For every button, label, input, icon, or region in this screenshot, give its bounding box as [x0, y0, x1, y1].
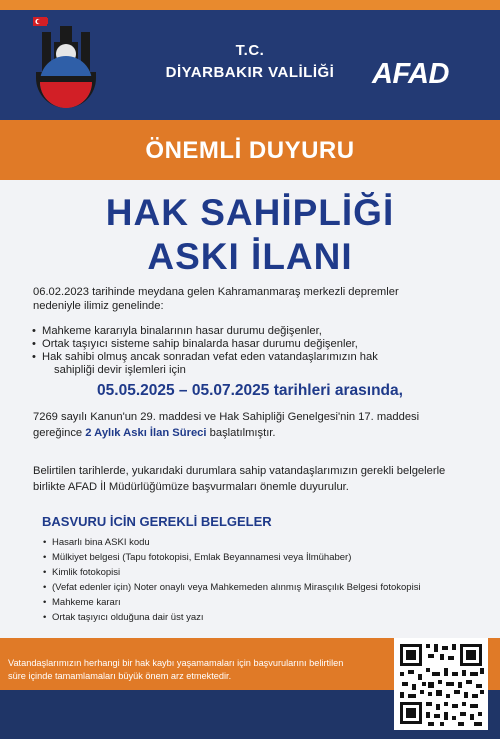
- document-item: • Mülkiyet belgesi (Tapu fotokopisi, Emlak Beyannamesi veya İlmühaber): [52, 552, 351, 564]
- qr-code-frame[interactable]: [394, 638, 488, 730]
- date-range: 05.05.2025 – 05.07.2025 tarihleri arasında,: [97, 382, 403, 399]
- document-item: • (Vefat edenler için) Noter onaylı veya Mahkemeden alınmış Mirasçılık Belgesi fotokopisi: [52, 582, 421, 594]
- qr-code-icon[interactable]: [394, 638, 488, 730]
- afad-logo: AFAD: [372, 58, 449, 90]
- valilik-label: DİYARBAKIR VALİLİĞİ: [165, 64, 335, 81]
- top-orange-stripe: [0, 0, 500, 10]
- main-title-line1: HAK SAHİPLİĞİ: [105, 192, 395, 233]
- tc-label: T.C.: [235, 42, 265, 59]
- banner-title: ÖNEMLİ DUYURU: [145, 137, 355, 164]
- bullet-item-continuation: sahipliği devir işlemleri için: [54, 364, 186, 376]
- intro-line2: nedeniyle ilimiz genelinde:: [33, 300, 164, 312]
- document-item: • Kimlik fotokopisi: [52, 567, 120, 579]
- law-line2-prefix: gereğince: [33, 427, 86, 439]
- law-line2: [33, 426, 276, 440]
- bullet-item: • Hak sahibi olmuş ancak sonradan vefat eden vatandaşlarımızın hak: [42, 351, 378, 364]
- document-item: • Mahkeme kararı: [52, 597, 121, 609]
- notice-line2: birlikte AFAD İl Müdürlüğümüze başvurmaları önemle duyurulur.: [33, 481, 349, 493]
- document-item: • Hasarlı bina ASKI kodu: [52, 537, 150, 549]
- bullet-item: • Ortak taşıyıcı sisteme sahip binalarda hasar durumu değişenler,: [42, 338, 358, 351]
- law-line2-suffix: başlatılmıştır.: [206, 427, 276, 439]
- intro-line1: 06.02.2023 tarihinde meydana gelen Kahramanmaraş merkezli depremler: [33, 286, 399, 298]
- diyarbakir-valiligi-logo: [30, 14, 102, 110]
- documents-title: BASVURU İCİN GEREKLİ BELGELER: [42, 514, 272, 529]
- process-duration: 2 Aylık Askı İlan Süreci: [85, 427, 207, 439]
- footer-line1: Vatandaşlarımızın herhangi bir hak kaybı yaşamamaları için başvurularını belirtilen: [8, 658, 344, 668]
- footer-line2: süre içinde tamamlamaları büyük önem arz etmektedir.: [8, 671, 232, 681]
- law-line1: 7269 sayılı Kanun'un 29. maddesi ve Hak Sahipliği Genelgesi'nin 17. maddesi: [33, 411, 420, 423]
- document-item: • Ortak taşıyıcı olduğuna dair üst yazı: [52, 612, 204, 624]
- footer-text: [8, 657, 393, 683]
- main-title-line2: ASKI İLANI: [147, 236, 353, 277]
- notice-line1: Belirtilen tarihlerde, yukarıdaki durumlara sahip vatandaşlarımızın gerekli belgelerle: [33, 465, 446, 477]
- bullet-item: • Mahkeme kararıyla binalarının hasar durumu değişenler,: [42, 325, 322, 338]
